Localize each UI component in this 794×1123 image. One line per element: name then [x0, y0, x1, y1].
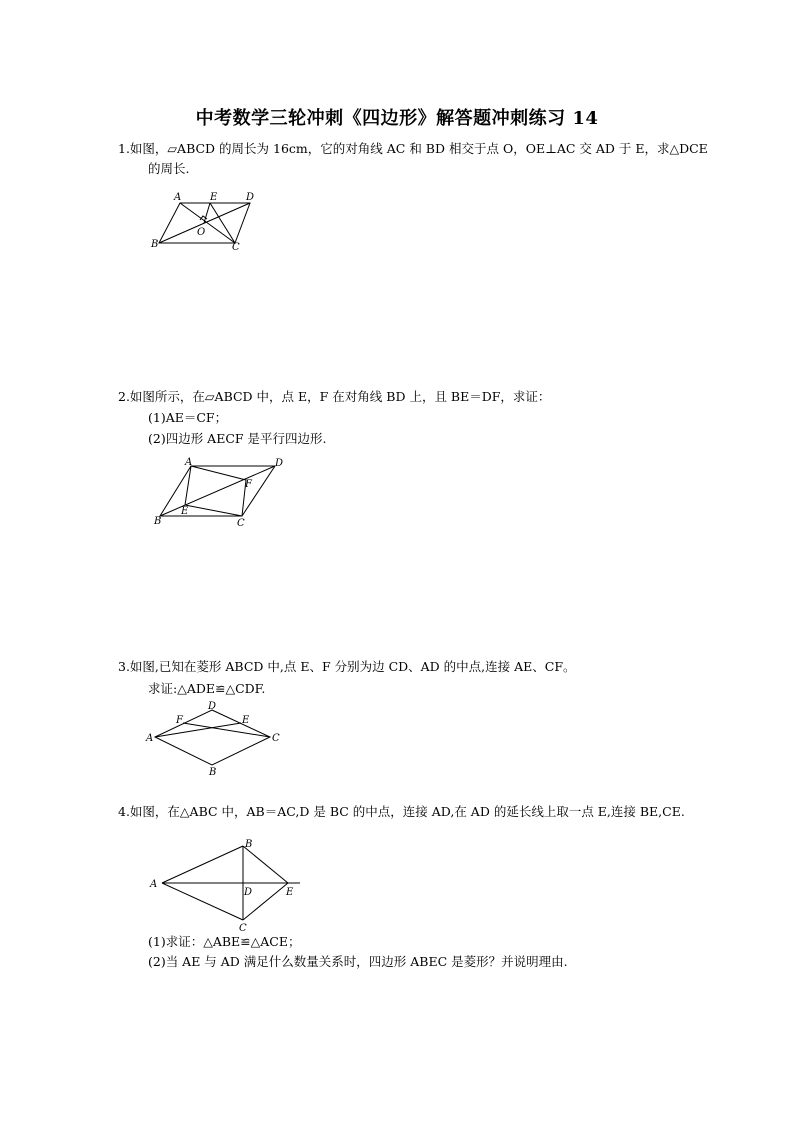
q3-figure	[140, 700, 290, 780]
label-d: D	[244, 887, 253, 898]
label-f: F	[245, 479, 252, 490]
q4-figure	[145, 834, 310, 934]
label-e: E	[210, 192, 218, 203]
q3-text-line2: 求证:△ADE≌△CDF.	[148, 681, 266, 696]
diagonal-bd	[160, 466, 275, 516]
segment-ce	[210, 203, 235, 243]
label-d: D	[275, 458, 284, 469]
label-c: C	[232, 242, 240, 253]
segment-oe	[204, 203, 210, 223]
q4-text-line3: (2)当 AE 与 AD 满足什么数量关系时，四边形 ABEC 是菱形？并说明理由.	[148, 954, 568, 969]
segment-ec	[185, 505, 242, 516]
label-e: E	[181, 506, 189, 517]
label-a: A	[185, 457, 193, 468]
q1-text-line2: 的周长.	[148, 161, 190, 176]
q2-text-line3: (2)四边形 AECF 是平行四边形.	[148, 431, 327, 446]
q4-text-line1: 4.如图，在△ABC 中，AB＝AC,D 是 BC 的中点，连接 AD,在 AD 的延长线上取一点 E,连接 BE,CE.	[118, 804, 685, 819]
label-b: B	[209, 767, 217, 778]
rhombus-abcd	[155, 710, 270, 765]
q4-text-line2: (1)求证：△ABE≌△ACE；	[148, 934, 301, 949]
label-e: E	[286, 887, 294, 898]
segment-ac	[162, 883, 243, 920]
label-c: C	[237, 518, 245, 529]
label-b: B	[245, 839, 253, 850]
label-a: A	[146, 733, 154, 744]
label-b: B	[151, 239, 159, 250]
q1-text-line1: 1.如图，▱ABCD 的周长为 16cm，它的对角线 AC 和 BD 相交于点 O，OE⊥AC 交 AD 于 E，求△DCE	[118, 141, 708, 156]
segment-af	[191, 466, 246, 480]
diagonal-ac	[180, 203, 235, 243]
q2-text-line2: (1)AE＝CF；	[148, 410, 228, 425]
label-b: B	[154, 516, 162, 527]
segment-ae	[185, 466, 191, 505]
label-a: A	[174, 192, 182, 203]
label-o: O	[197, 227, 206, 238]
label-d: D	[208, 701, 217, 712]
q3-text-line1: 3.如图,已知在菱形 ABCD 中,点 E、F 分别为边 CD、AD 的中点,连接 AE、CF。	[118, 659, 576, 674]
q2-figure	[145, 454, 295, 529]
segment-ab	[162, 846, 243, 883]
label-c: C	[239, 923, 247, 934]
page-title: 中考数学三轮冲刺《四边形》解答题冲刺练习 14	[195, 108, 599, 129]
label-a: A	[150, 879, 158, 890]
q1-figure	[140, 188, 270, 258]
label-d: D	[246, 192, 255, 203]
label-e: E	[242, 715, 250, 726]
q2-text-line1: 2.如图所示，在▱ABCD 中，点 E，F 在对角线 BD 上，且 BE＝DF，求证：	[118, 389, 551, 404]
label-c: C	[272, 733, 280, 744]
segment-be	[243, 846, 288, 883]
label-f: F	[176, 715, 183, 726]
